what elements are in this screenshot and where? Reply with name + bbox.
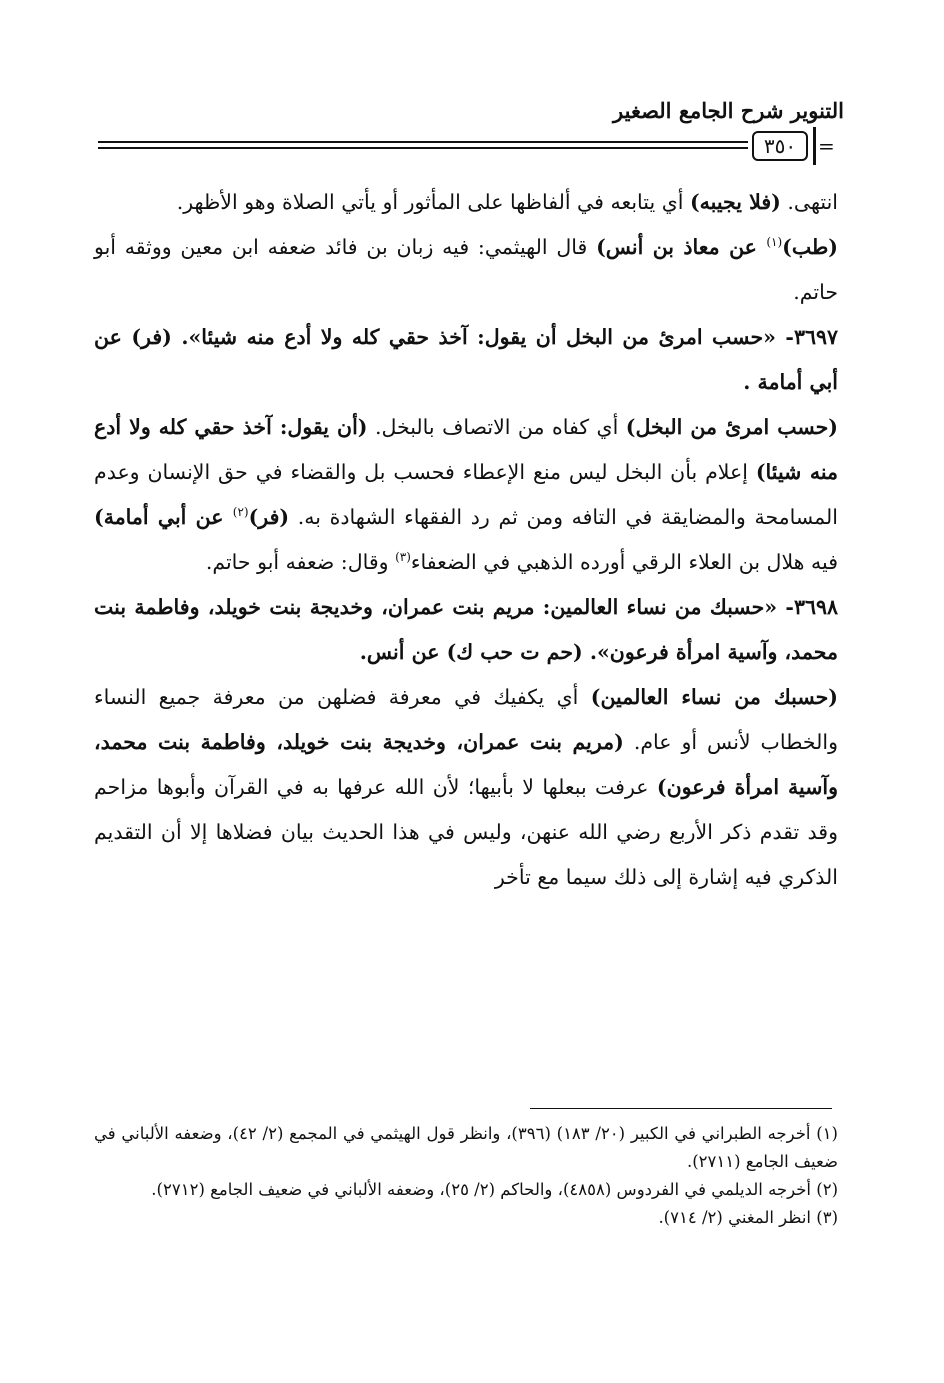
header-rule-bottom	[98, 147, 748, 149]
commentary-3697	[94, 405, 838, 585]
bold-run: عن معاذ بن أنس)	[596, 235, 767, 259]
hadith-3697: ٣٦٩٧- «حسب امرئ من البخل أن يقول: آخذ حقي كله ولا أدع منه شيئا». (فر) عن أبي أمامة .	[94, 325, 838, 394]
text-run: انتهى.	[780, 190, 838, 214]
text-run: أي يكفيك في معرفة فضلهن من معرفة جميع النساء والخطاب لأنس أو عام.	[94, 685, 838, 754]
footnote-2: (٢) أخرجه الديلمي في الفردوس (٤٨٥٨)، والحاكم (٢/ ٢٥)، وضعفه الألباني في ضعيف الجامع (٢٧١٢).	[151, 1180, 838, 1199]
bold-run: (أن يقول: آخذ حقي كله ولا أدع منه شيئا)	[94, 415, 838, 484]
footnote-1: (١) أخرجه الطبراني في الكبير (٢٠/ ١٨٣) (٣٩٦)، وانظر قول الهيثمي في المجمع (٢/ ٤٢)، وضعفه الألباني في ضعيف الجامع (٢٧١١).	[94, 1124, 838, 1171]
footnote-separator	[530, 1108, 832, 1109]
text-run: عرفت ببعلها لا بأبيها؛ لأن الله عرفها به في القرآن وأبوها مزاحم وقد تقدم ذكر الأربع رضي الله عنهن، وليس في هذا الحديث بيان فضلاها إلا أن التقديم الذكري فيه إشارة إلى ذلك سيما مع تأخر	[94, 775, 838, 889]
running-title: التنوير شرح الجامع الصغير	[613, 98, 844, 123]
text-run: وقال: ضعفه أبو حاتم.	[205, 550, 396, 574]
footnote-ref: (٢)	[232, 505, 249, 520]
bold-run: (فلا يجيبه)	[689, 190, 781, 214]
header-rule-top	[98, 141, 748, 143]
footnote-ref: (٣)	[395, 550, 411, 565]
text-run: إعلام بأن البخل ليس منع الإعطاء فحسب بل والقضاء في حق الإنسان وعدم المسامحة والمضايقة في التافه ومن ثم رد الفقهاء الشهادة به.	[94, 460, 838, 529]
bold-run: (طب)	[782, 235, 838, 259]
bold-run: (حسبك من نساء العالمين)	[590, 685, 838, 709]
bold-run: عن أبي أمامة)	[94, 505, 233, 529]
text-run: أي يتابعه في ألفاظها على المأثور أو يأتي الصلاة وهو الأظهر.	[176, 190, 690, 214]
main-text	[94, 180, 838, 900]
page-number-mark: =	[818, 134, 835, 158]
paragraph	[94, 180, 838, 225]
footnote-ref: (١)	[766, 235, 783, 250]
bold-run: (فر)	[248, 505, 290, 529]
text-run: أي كفاه من الاتصاف بالبخل.	[367, 415, 626, 439]
hadith-3698: ٣٦٩٨- «حسبك من نساء العالمين: مريم بنت عمران، وخديجة بنت خويلد، وفاطمة بنت محمد، وآسية امرأة فرعون». (حم ت حب ك) عن أنس.	[94, 595, 838, 664]
text-run: قال الهيثمي: فيه زبان بن فائد ضعفه ابن معين ووثقه أبو حاتم.	[94, 235, 838, 304]
commentary-3698	[94, 675, 838, 900]
footnotes	[94, 1120, 838, 1232]
paragraph	[94, 225, 838, 315]
bold-run: (حسب امرئ من البخل)	[625, 415, 839, 439]
text-run: فيه هلال بن العلاء الرقي أورده الذهبي في الضعفاء	[410, 550, 838, 574]
bold-run: (مريم بنت عمران، وخديجة بنت خويلد، وفاطمة بنت محمد، وآسية امرأة فرعون)	[94, 730, 838, 799]
footnote-3: (٣) انظر المغني (٢/ ٧١٤).	[658, 1208, 838, 1227]
page-number: ٣٥٠	[752, 131, 808, 161]
